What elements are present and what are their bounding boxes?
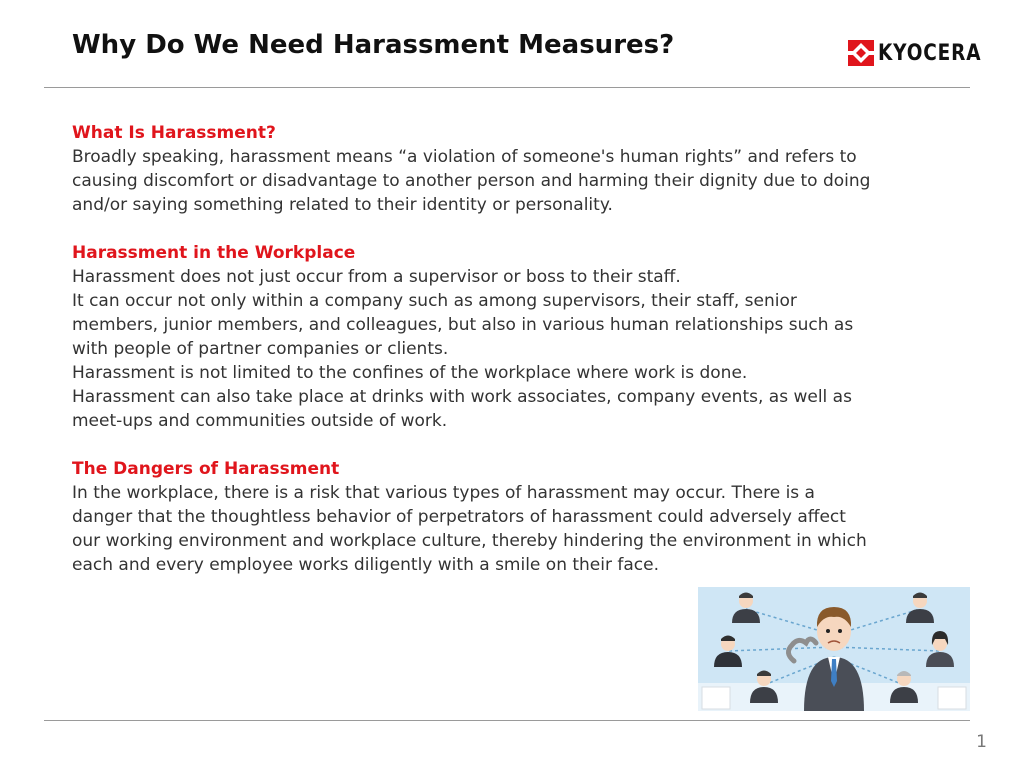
section-body (72, 265, 992, 433)
section-what-is-harassment (72, 121, 992, 217)
section-harassment-in-workplace (72, 241, 992, 433)
body-line: each and every employee works diligently with a smile on their face. (72, 555, 659, 575)
kyocera-logo (848, 36, 993, 70)
header-divider (44, 87, 970, 88)
section-body (72, 145, 992, 217)
body-line: In the workplace, there is a risk that various types of harassment may occur. There is a (72, 483, 815, 503)
section-heading: The Dangers of Harassment (72, 459, 340, 479)
body-line: causing discomfort or disadvantage to another person and harming their dignity due to doing (72, 171, 871, 191)
page-number: 1 (976, 732, 987, 752)
body-line: It can occur not only within a company such as among supervisors, their staff, senior (72, 291, 797, 311)
workplace-relationships-illustration (698, 587, 970, 711)
section-heading: What Is Harassment? (72, 123, 276, 143)
body-line: Harassment can also take place at drinks with work associates, company events, as well as (72, 387, 852, 407)
body-line: members, junior members, and colleagues, but also in various human relationships such as (72, 315, 854, 335)
body-line: meet-ups and communities outside of work. (72, 411, 448, 431)
body-line: with people of partner companies or clients. (72, 339, 449, 359)
slide-title: Why Do We Need Harassment Measures? (72, 30, 675, 60)
slide-content (72, 121, 992, 601)
body-line: Harassment does not just occur from a supervisor or boss to their staff. (72, 267, 681, 287)
body-line: Harassment is not limited to the confines of the workplace where work is done. (72, 363, 748, 383)
section-body (72, 481, 992, 577)
kyocera-logo-text: KYOCERA (878, 40, 982, 66)
body-line: and/or saying something related to their identity or personality. (72, 195, 613, 215)
body-line: danger that the thoughtless behavior of perpetrators of harassment could adversely affect (72, 507, 846, 527)
footer-divider (44, 720, 970, 721)
kyocera-logo-mark-icon (848, 40, 874, 66)
section-dangers-of-harassment (72, 457, 992, 577)
section-heading: Harassment in the Workplace (72, 243, 356, 263)
body-line: our working environment and workplace culture, thereby hindering the environment in which (72, 531, 867, 551)
body-line: Broadly speaking, harassment means “a violation of someone's human rights” and refers to (72, 147, 857, 167)
